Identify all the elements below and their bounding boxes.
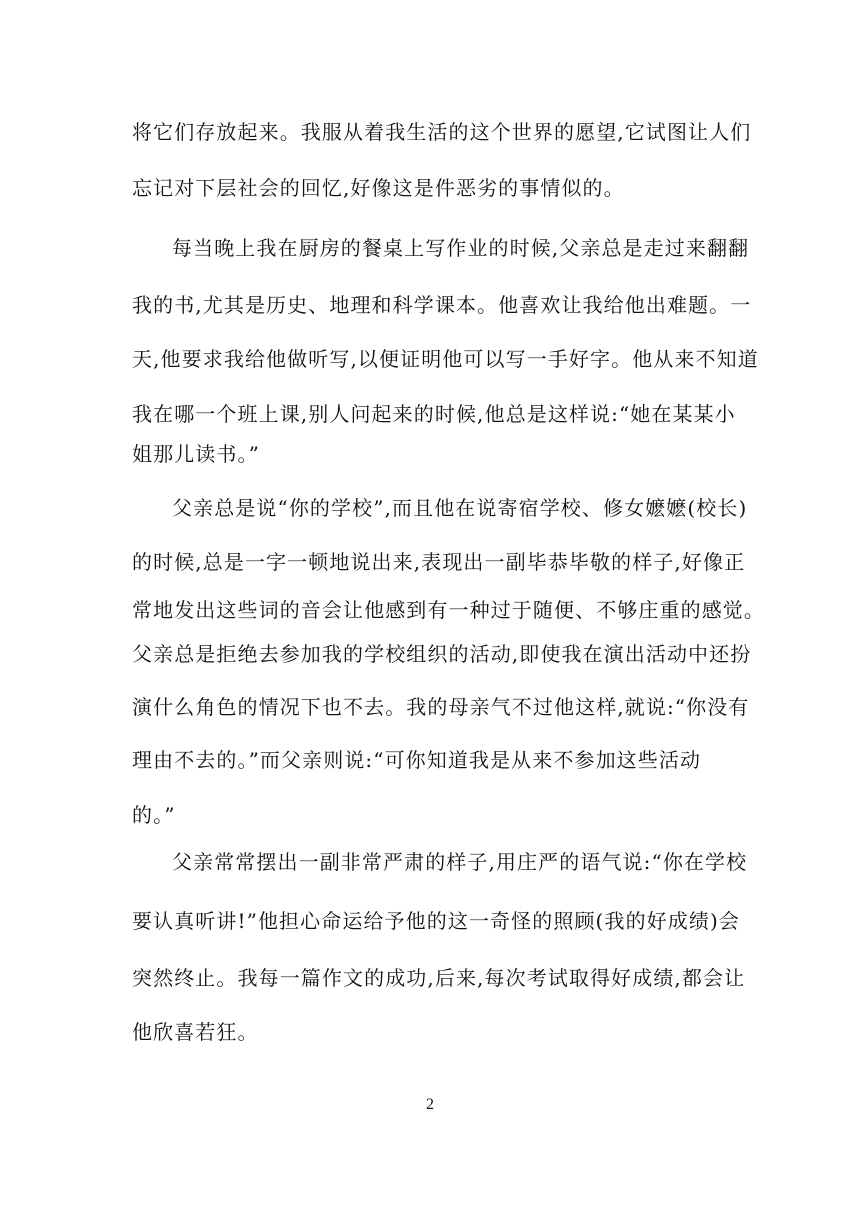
paragraph-3-line-3: 突然终止。我每一篇作文的成功,后来,每次考试取得好成绩,都会让 bbox=[132, 966, 746, 990]
paragraph-2-line-4: 父亲总是拒绝去参加我的学校组织的活动,即使我在演出活动中还扮 bbox=[132, 642, 752, 666]
paragraph-3-line-4: 他欣喜若狂。 bbox=[132, 1020, 259, 1044]
text-line-2: 忘记对下层社会的回忆,好像这是件恶劣的事情似的。 bbox=[132, 176, 625, 200]
paragraph-2-line-3: 常地发出这些词的音会让他感到有一种过于随便、不够庄重的感觉。 bbox=[132, 598, 765, 622]
paragraph-3-line-2: 要认真听讲!”他担心命运给予他的这一奇怪的照顾(我的好成绩)会 bbox=[132, 909, 740, 933]
paragraph-1-line-5: 姐那儿读书。” bbox=[132, 442, 260, 466]
paragraph-2-line-6: 理由不去的。”而父亲则说:“可你知道我是从来不参加这些活动 bbox=[132, 748, 702, 772]
text-line-1: 将它们存放起来。我服从着我生活的这个世界的愿望,它试图让人们 bbox=[132, 120, 752, 144]
paragraph-2-line-2: 的时候,总是一字一顿地说出来,表现出一副毕恭毕敬的样子,好像正 bbox=[132, 550, 746, 574]
paragraph-2-line-5: 演什么角色的情况下也不去。我的母亲气不过他这样,就说:“你没有 bbox=[132, 695, 750, 719]
page-number: 2 bbox=[426, 1096, 434, 1113]
paragraph-2-line-7: 的。” bbox=[132, 803, 176, 827]
paragraph-1-line-1: 每当晚上我在厨房的餐桌上写作业的时候,父亲总是走过来翻翻 bbox=[172, 236, 750, 260]
paragraph-1-line-2: 我的书,尤其是历史、地理和科学课本。他喜欢让我给他出难题。一 bbox=[132, 293, 752, 317]
paragraph-2-line-1: 父亲总是说“你的学校”,而且他在说寄宿学校、修女嬷嬷(校长) bbox=[172, 496, 748, 520]
paragraph-3-line-1: 父亲常常摆出一副非常严肃的样子,用庄严的语气说:“你在学校 bbox=[172, 850, 748, 874]
paragraph-1-line-3: 天,他要求我给他做听写,以便证明他可以写一手好字。他从来不知道 bbox=[132, 347, 759, 371]
paragraph-1-line-4: 我在哪一个班上课,别人问起来的时候,他总是这样说:“她在某某小 bbox=[132, 402, 736, 426]
